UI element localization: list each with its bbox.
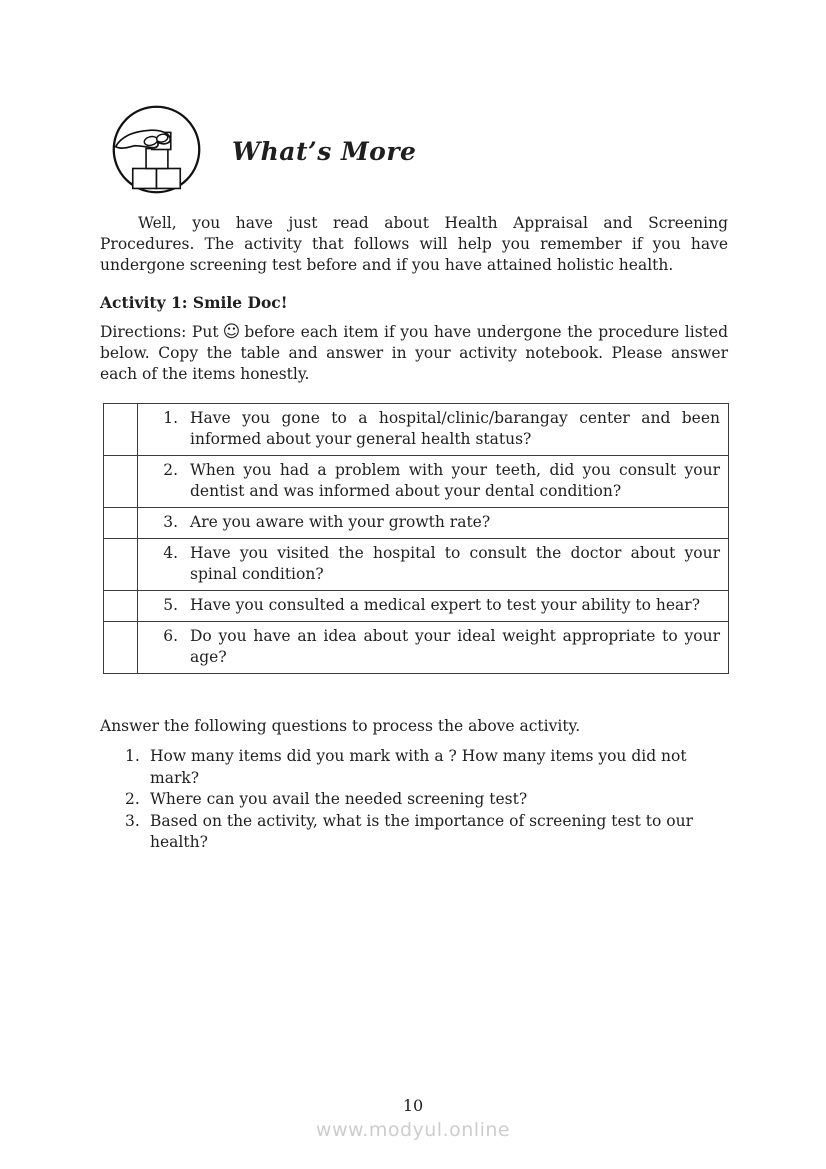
item-number: 6.: [163, 627, 178, 645]
watermark: www.modyul.online: [315, 1119, 511, 1141]
checkbox-cell: [104, 539, 138, 591]
table-row: [104, 508, 729, 539]
item-number: 1.: [163, 409, 178, 427]
section-header: [109, 0, 826, 197]
table-row: [104, 622, 729, 674]
checkbox-cell: [104, 622, 138, 674]
question-text: Where can you avail the needed screening test?: [150, 790, 528, 808]
process-heading: Answer the following questions to process the above activity.: [100, 717, 581, 735]
item-text: Have you visited the hospital to consult the doctor about your spinal condition?: [190, 544, 720, 583]
checkbox-cell: [104, 456, 138, 508]
item-number: 4.: [163, 544, 178, 562]
question-item: [125, 789, 728, 811]
item-text: Have you gone to a hospital/clinic/barangay center and been informed about your general health status?: [190, 409, 720, 448]
item-text: Do you have an idea about your ideal weight appropriate to your age?: [190, 627, 720, 666]
question-number: 3.: [125, 811, 140, 830]
question-item: [125, 746, 728, 789]
item-number: 2.: [163, 461, 178, 479]
table-row: [104, 456, 729, 508]
page-number: 10: [402, 1096, 424, 1115]
checkbox-cell: [104, 508, 138, 539]
checkbox-cell: [104, 591, 138, 622]
item-number: 5.: [163, 596, 178, 614]
activity-heading: Activity 1: Smile Doc!: [100, 293, 288, 312]
checklist-table: [103, 403, 729, 674]
page-title: What’s More: [232, 137, 417, 166]
question-number: 1.: [125, 747, 140, 765]
table-row: [104, 404, 729, 456]
directions-suffix: before each item if you have undergone the procedure listed below. Copy the table and answer in your activity notebook. Please answer each of the items honestly.: [100, 323, 728, 383]
intro-paragraph: Well, you have just read about Health Appraisal and Screening Procedures. The activity that follows will help you remember if you have undergone screening test before and if you have attained holistic health.: [100, 214, 728, 274]
question-text: How many items did you mark with a ? How many items you did not mark?: [150, 747, 687, 787]
table-row: [104, 591, 729, 622]
item-text: When you had a problem with your teeth, did you consult your dentist and was informed about your dental condition?: [190, 461, 720, 500]
hand-stacking-blocks-icon: [109, 102, 204, 197]
process-questions: [100, 746, 728, 854]
question-item: [125, 811, 728, 854]
question-number: 2.: [125, 790, 140, 808]
item-number: 3.: [163, 513, 178, 531]
question-text: Based on the activity, what is the importance of screening test to our health?: [150, 811, 693, 851]
item-text: Have you consulted a medical expert to test your ability to hear?: [190, 596, 701, 614]
smiley-icon: ☺: [222, 322, 241, 342]
directions-text: [100, 322, 728, 385]
directions-prefix: Directions: Put: [100, 323, 219, 341]
checkbox-cell: [104, 404, 138, 456]
table-row: [104, 539, 729, 591]
item-text: Are you aware with your growth rate?: [190, 513, 491, 531]
